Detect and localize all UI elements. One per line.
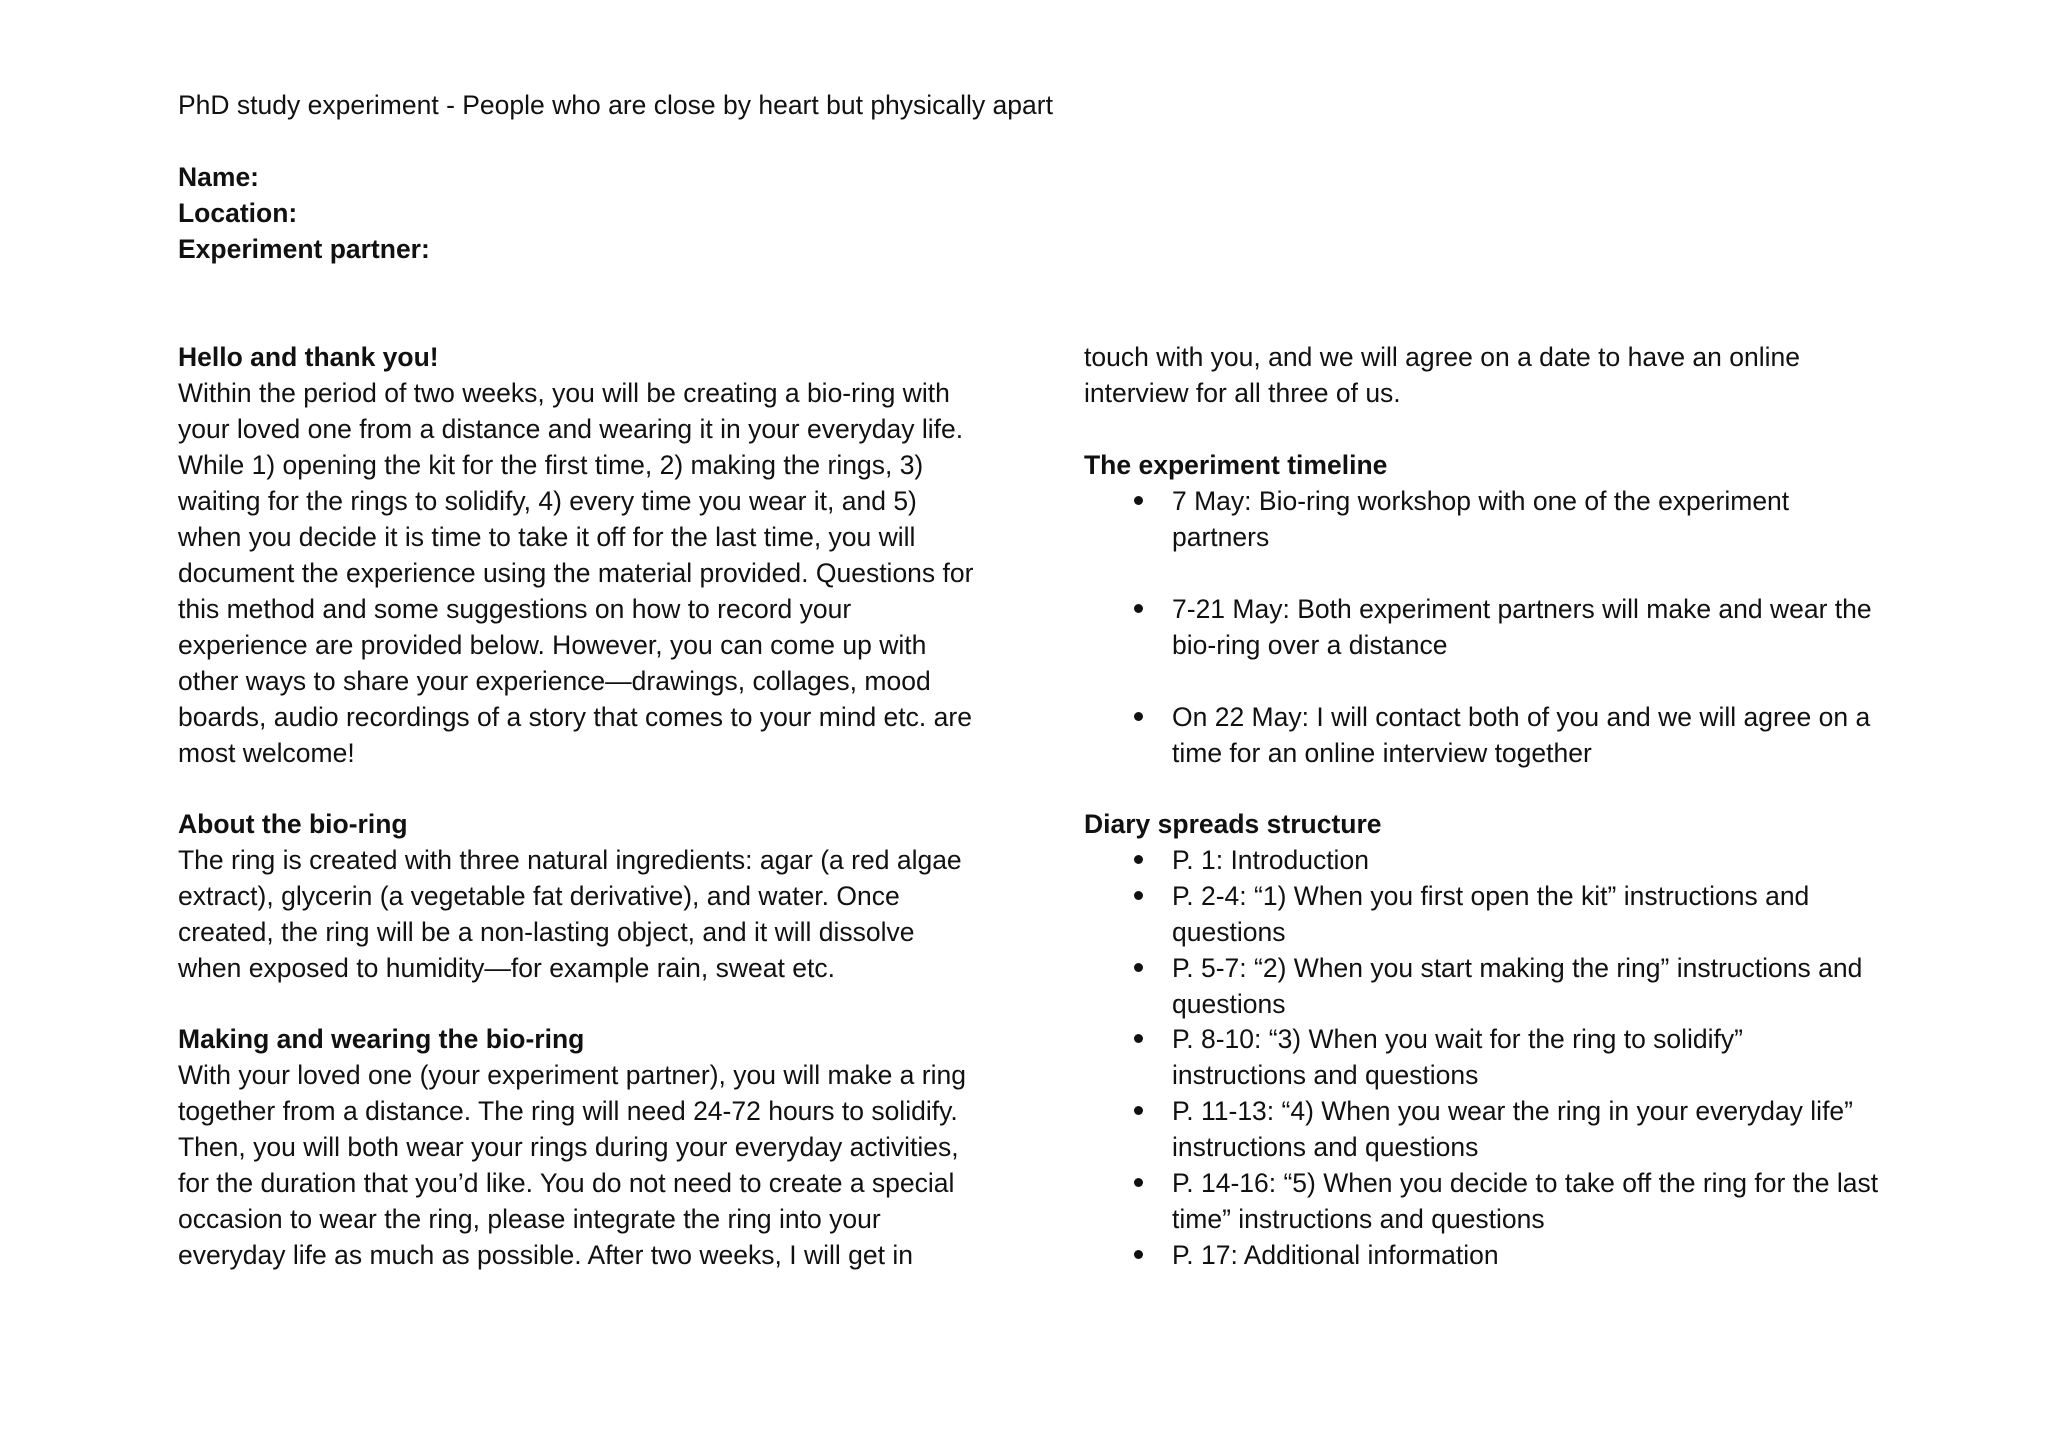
intro-line: While 1) opening the kit for the first time, 2) making the rings, 3): [178, 450, 924, 480]
document-title: PhD study experiment - People who are close by heart but physically apart: [178, 90, 1053, 120]
diary-item-line: instructions and questions: [1172, 1132, 1479, 1162]
about-heading: About the bio-ring: [178, 809, 408, 839]
intro-heading: Hello and thank you!: [178, 342, 439, 372]
intro-line: boards, audio recordings of a story that comes to your mind etc. are: [178, 702, 972, 732]
timeline-item-line: time for an online interview together: [1172, 738, 1592, 768]
making-line: for the duration that you’d like. You do not need to create a special: [178, 1168, 955, 1198]
bullet-icon: [1134, 1178, 1143, 1187]
intro-line: other ways to share your experience—drawings, collages, mood: [178, 666, 931, 696]
making-line: everyday life as much as possible. After two weeks, I will get in: [178, 1240, 913, 1270]
bullet-icon: [1134, 855, 1143, 864]
bullet-icon: [1134, 1034, 1143, 1043]
diary-item-line: instructions and questions: [1172, 1060, 1479, 1090]
intro-line: most welcome!: [178, 738, 355, 768]
intro-line: document the experience using the material provided. Questions for: [178, 558, 974, 588]
timeline-item-line: bio-ring over a distance: [1172, 630, 1448, 660]
diary-heading: Diary spreads structure: [1084, 809, 1382, 839]
making-line: together from a distance. The ring will need 24-72 hours to solidify.: [178, 1096, 958, 1126]
diary-item-line: P. 17: Additional information: [1172, 1240, 1499, 1270]
diary-item-line: P. 11-13: “4) When you wear the ring in your everyday life”: [1172, 1096, 1853, 1126]
bullet-icon: [1134, 604, 1143, 613]
about-line: when exposed to humidity—for example rain, sweat etc.: [178, 953, 835, 983]
intro-line: experience are provided below. However, you can come up with: [178, 630, 927, 660]
name-field-label: Name:: [178, 162, 260, 192]
bullet-icon: [1134, 1106, 1143, 1115]
timeline-item-line: On 22 May: I will contact both of you and we will agree on a: [1172, 702, 1871, 732]
experiment-partner-field-label: Experiment partner:: [178, 234, 430, 264]
diary-item-line: P. 1: Introduction: [1172, 845, 1369, 875]
diary-item-line: questions: [1172, 989, 1286, 1019]
about-line: created, the ring will be a non-lasting object, and it will dissolve: [178, 917, 915, 947]
diary-item-line: P. 5-7: “2) When you start making the ring” instructions and: [1172, 953, 1863, 983]
diary-item-line: P. 8-10: “3) When you wait for the ring to solidify”: [1172, 1024, 1743, 1054]
bullet-icon: [1134, 712, 1143, 721]
making-line: interview for all three of us.: [1084, 378, 1401, 408]
bullet-icon: [1134, 496, 1143, 505]
making-line: With your loved one (your experiment partner), you will make a ring: [178, 1060, 966, 1090]
intro-line: Within the period of two weeks, you will be creating a bio-ring with: [178, 378, 950, 408]
diary-item-line: questions: [1172, 917, 1286, 947]
timeline-heading: The experiment timeline: [1084, 450, 1388, 480]
bullet-icon: [1134, 963, 1143, 972]
intro-line: this method and some suggestions on how to record your: [178, 594, 852, 624]
bullet-icon: [1134, 891, 1143, 900]
about-line: extract), glycerin (a vegetable fat derivative), and water. Once: [178, 881, 900, 911]
bullet-icon: [1134, 1250, 1143, 1259]
intro-line: your loved one from a distance and wearing it in your everyday life.: [178, 414, 964, 444]
diary-item-line: P. 14-16: “5) When you decide to take off the ring for the last: [1172, 1168, 1879, 1198]
intro-line: when you decide it is time to take it off for the last time, you will: [178, 522, 916, 552]
about-line: The ring is created with three natural ingredients: agar (a red algae: [178, 845, 962, 875]
diary-item-line: P. 2-4: “1) When you first open the kit” instructions and: [1172, 881, 1810, 911]
making-heading: Making and wearing the bio-ring: [178, 1024, 585, 1054]
making-line: Then, you will both wear your rings during your everyday activities,: [178, 1132, 959, 1162]
timeline-item-line: 7 May: Bio-ring workshop with one of the experiment: [1172, 486, 1790, 516]
making-line: occasion to wear the ring, please integrate the ring into your: [178, 1204, 881, 1234]
location-field-label: Location:: [178, 198, 298, 228]
timeline-item-line: partners: [1172, 522, 1270, 552]
timeline-item-line: 7-21 May: Both experiment partners will make and wear the: [1172, 594, 1872, 624]
diary-item-line: time” instructions and questions: [1172, 1204, 1545, 1234]
making-line: touch with you, and we will agree on a date to have an online: [1084, 342, 1800, 372]
intro-line: waiting for the rings to solidify, 4) every time you wear it, and 5): [178, 486, 917, 516]
